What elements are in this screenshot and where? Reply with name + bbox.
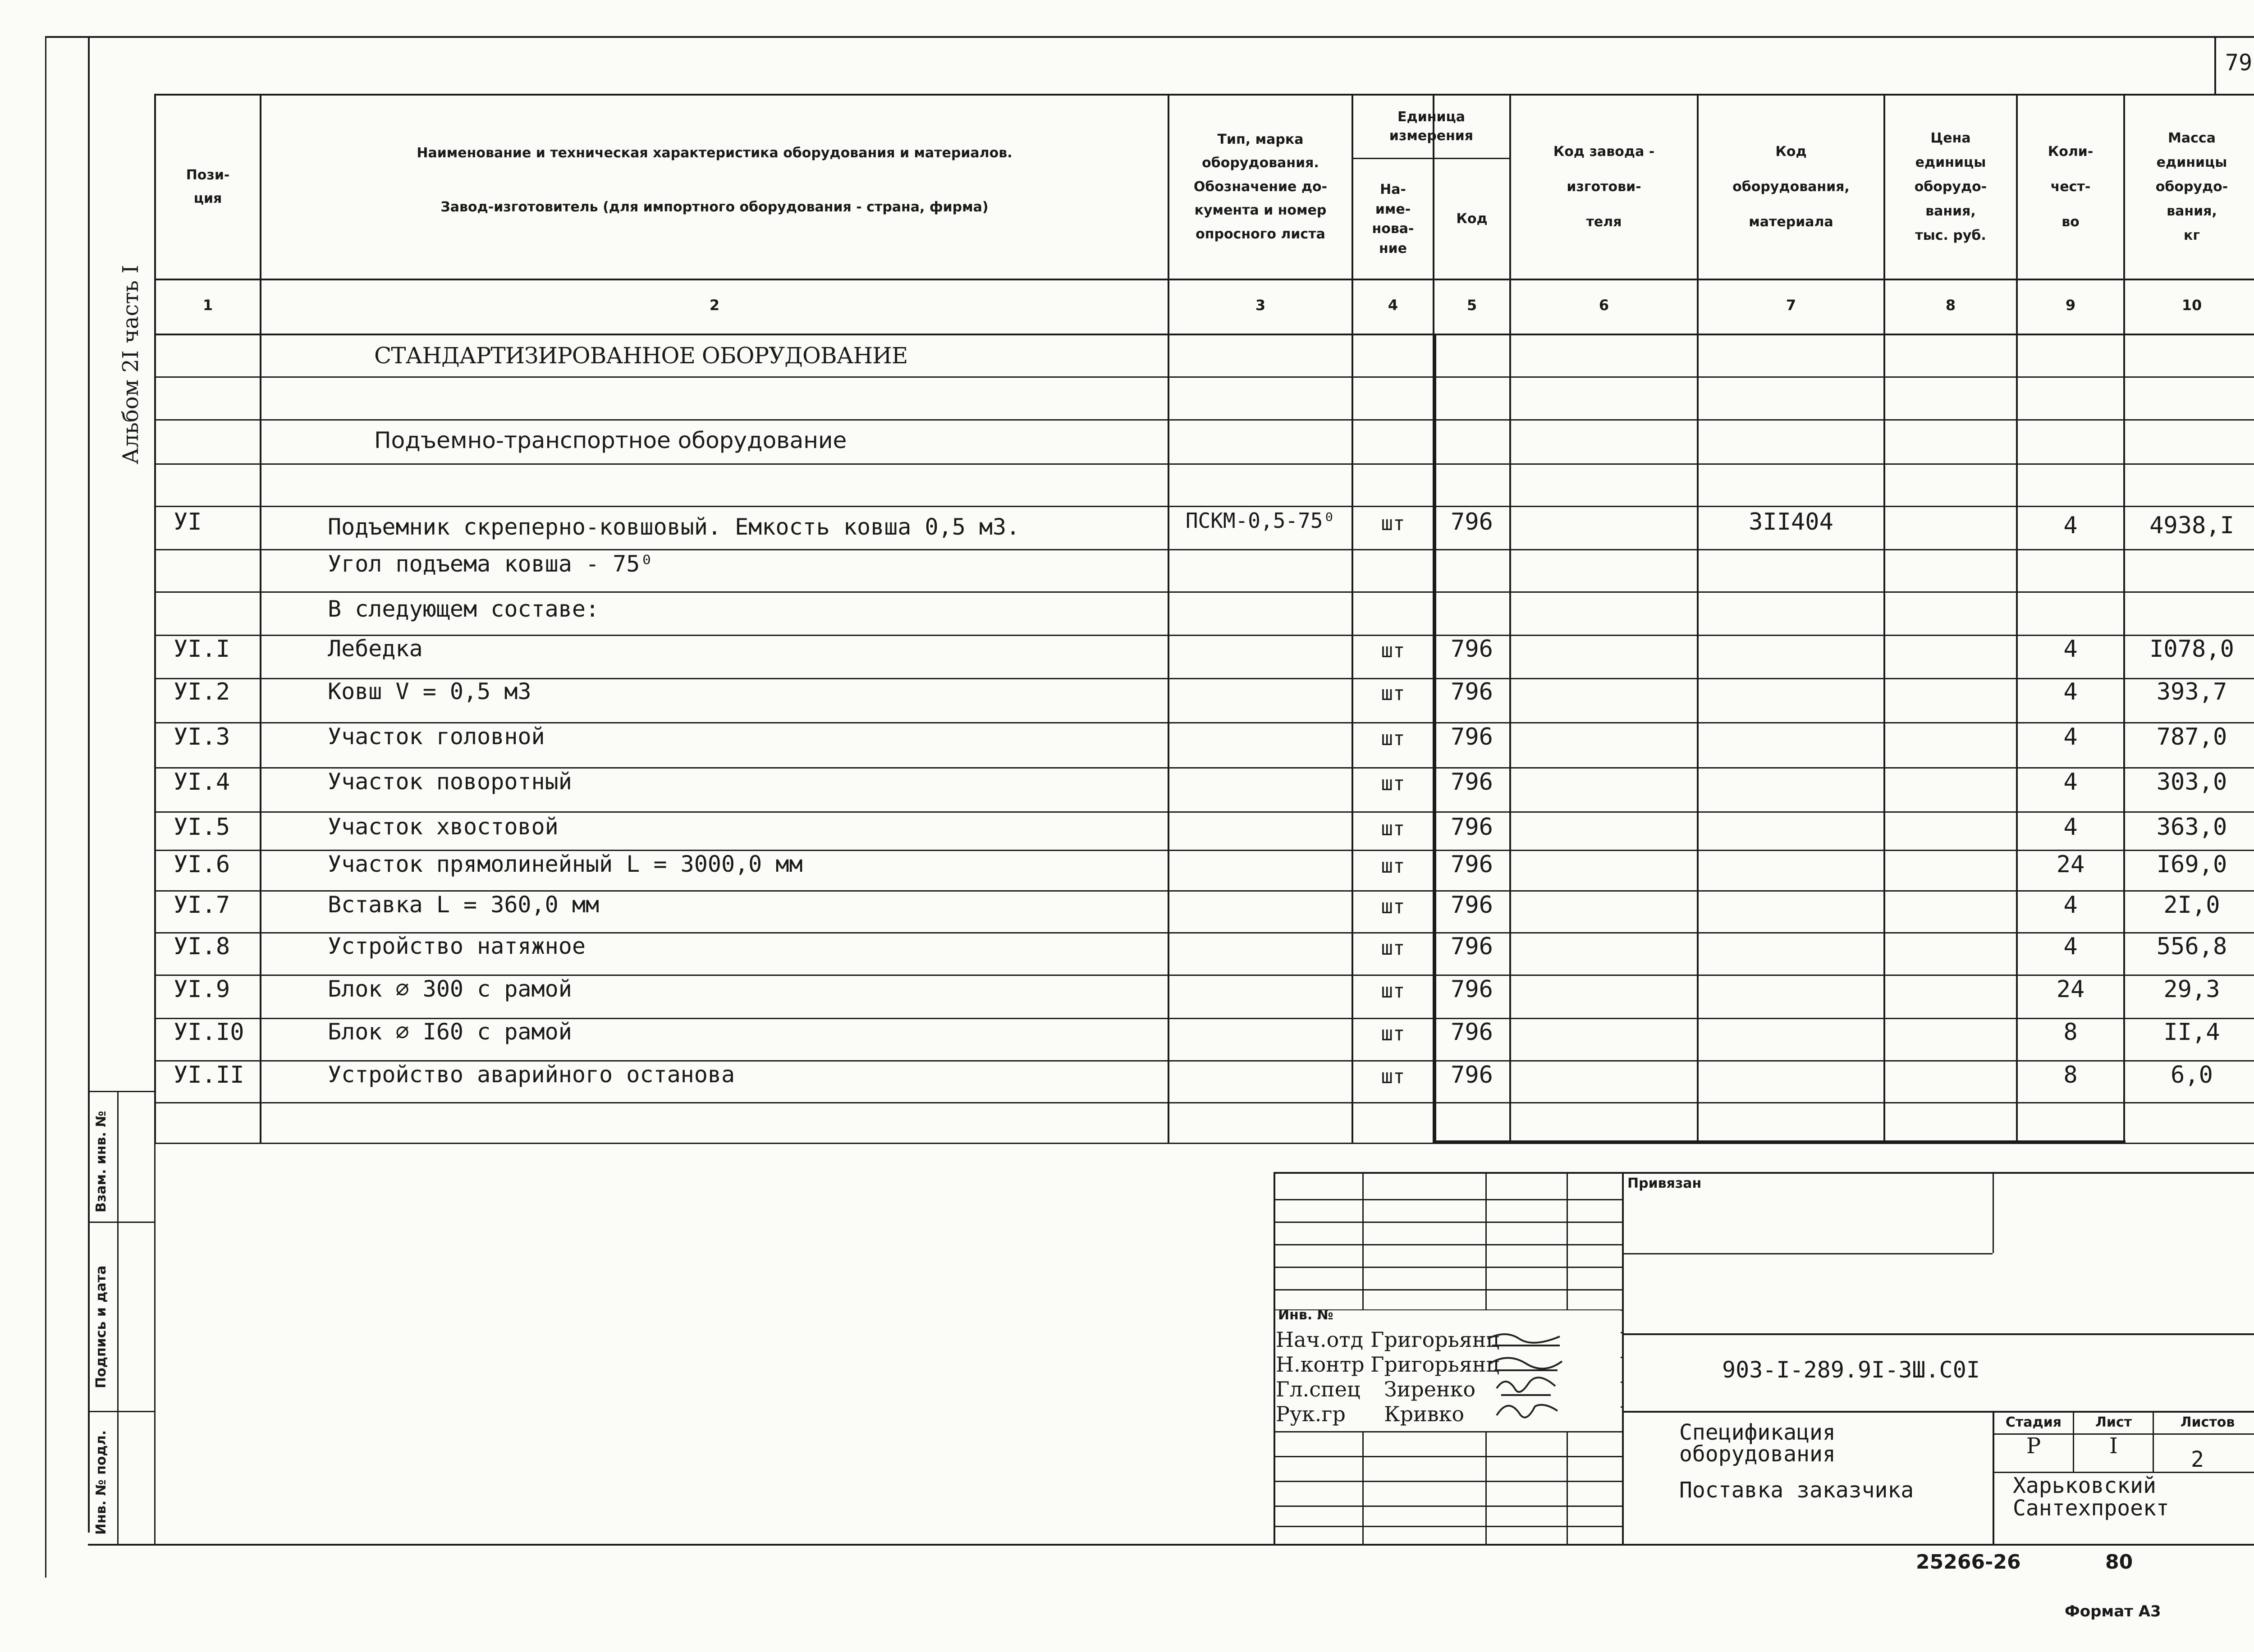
tb-org-1: Харьковский bbox=[2013, 1473, 2156, 1498]
row-code: 796 bbox=[1451, 678, 1493, 705]
header-quantity: Коли- чест- во bbox=[2048, 144, 2094, 230]
tb-role-1: Нач.отд bbox=[1276, 1327, 1364, 1352]
tb-stage-left-line bbox=[1993, 1411, 1994, 1544]
header-unit-name: На- име- нова- ние bbox=[1372, 182, 1414, 256]
header-name-line1: Наименование и техническая характеристика оборудования и материалов. bbox=[417, 145, 1012, 161]
tb-stage-label: Стадия bbox=[2005, 1414, 2062, 1430]
colnum-8: 8 bbox=[1945, 297, 1956, 314]
tb-role-3: Гл.спец bbox=[1276, 1377, 1361, 1401]
side-stamp-right-line bbox=[154, 1091, 156, 1544]
tb-stage-col-1 bbox=[2073, 1411, 2074, 1472]
tb-grid-row-1 bbox=[1274, 1199, 1623, 1200]
row-position: УI.I bbox=[174, 636, 230, 663]
row-unit: шт bbox=[1381, 817, 1405, 840]
row-mass: 29,3 bbox=[2163, 976, 2220, 1003]
row-line-2 bbox=[154, 419, 2254, 421]
tb-stage-value: Р bbox=[2026, 1433, 2041, 1459]
tb-doc-title-3: Поставка заказчика bbox=[1679, 1478, 1914, 1503]
header-unit-group: Единица измерения bbox=[1389, 109, 1474, 144]
header-equipment-code: Код оборудования, материала bbox=[1732, 144, 1850, 230]
row-quantity: 8 bbox=[2063, 1019, 2078, 1046]
tb-name-3: Зиренко bbox=[1384, 1377, 1476, 1401]
row-line-19 bbox=[154, 1143, 2254, 1144]
tb-role-4: Рук.гр bbox=[1276, 1402, 1346, 1426]
frame-top-line bbox=[45, 36, 2254, 38]
row-name: Блок ∅ 300 с рамой bbox=[328, 976, 572, 1002]
row-quantity: 4 bbox=[2063, 678, 2078, 705]
row-unit: шт bbox=[1381, 727, 1405, 750]
row-unit: шт bbox=[1381, 1022, 1405, 1045]
tb-role-2: Н.контр bbox=[1276, 1352, 1365, 1377]
row-code: 796 bbox=[1451, 1019, 1493, 1046]
row-code: 796 bbox=[1451, 636, 1493, 663]
row-unit: шт bbox=[1381, 682, 1405, 705]
tb-doc-title-1: Спецификация bbox=[1679, 1420, 1836, 1445]
side-stamp-top-line bbox=[88, 1091, 156, 1092]
footer-code: 25266-26 bbox=[1916, 1551, 2021, 1574]
row-line-6 bbox=[154, 591, 2254, 593]
header-type: Тип, марка оборудования. Обозначение до- кумента и номер опросного листа bbox=[1193, 131, 1328, 242]
row-unit: шт bbox=[1381, 1065, 1405, 1088]
row-position: УI.8 bbox=[174, 933, 230, 960]
tb-sheets-value: 2 bbox=[2191, 1447, 2204, 1472]
row-mass: II,4 bbox=[2163, 1019, 2220, 1046]
row-mass: 393,7 bbox=[2156, 678, 2227, 705]
format-label: Формат А3 bbox=[2065, 1602, 2161, 1620]
main-item-angle: Угол подъема ковша - 75⁰ bbox=[328, 551, 654, 577]
row-unit: шт bbox=[1381, 937, 1405, 960]
row-name: Ковш V = 0,5 м3 bbox=[328, 678, 531, 705]
tb-grid-row-11 bbox=[1274, 1431, 1623, 1432]
row-unit: шт bbox=[1381, 979, 1405, 1002]
row-position: УI.3 bbox=[174, 723, 230, 750]
colnum-9: 9 bbox=[2065, 297, 2076, 314]
frame-left-line bbox=[88, 36, 90, 1533]
row-quantity: 4 bbox=[2063, 636, 2078, 663]
row-code: 796 bbox=[1451, 769, 1493, 796]
row-name: Устройство аварийного останова bbox=[328, 1062, 735, 1088]
row-name: Участок головной bbox=[328, 723, 545, 750]
row-code: 796 bbox=[1451, 851, 1493, 878]
main-item-type: ПСКМ-0,5-75⁰ bbox=[1185, 508, 1336, 533]
tb-code-top-line bbox=[1622, 1333, 2254, 1335]
row-position: УI.4 bbox=[174, 769, 230, 796]
row-line-7 bbox=[154, 635, 2254, 636]
side-stamp-inventory: Инв. № подл. bbox=[93, 1430, 109, 1535]
tb-document-code: 903-I-289.9I-3Ш.С0I bbox=[1722, 1357, 1980, 1383]
row-quantity: 8 bbox=[2063, 1062, 2078, 1089]
tb-privyazan-label: Привязан bbox=[1627, 1176, 1702, 1191]
row-code: 796 bbox=[1451, 892, 1493, 919]
row-mass: 363,0 bbox=[2156, 814, 2227, 841]
row-position: УI.II bbox=[174, 1062, 244, 1089]
row-unit: шт bbox=[1381, 639, 1405, 662]
row-quantity: 4 bbox=[2063, 769, 2078, 796]
row-name: Вставка L = 360,0 мм bbox=[328, 892, 600, 918]
row-position: УI.9 bbox=[174, 976, 230, 1003]
colnum-7: 7 bbox=[1786, 297, 1796, 314]
row-line-3 bbox=[154, 463, 2254, 465]
colnum-10: 10 bbox=[2181, 297, 2202, 314]
side-stamp-line-2 bbox=[88, 1411, 156, 1412]
row-mass: 2I,0 bbox=[2163, 892, 2220, 919]
row-name: Лебедка bbox=[328, 636, 423, 662]
row-position: УI.I0 bbox=[174, 1019, 244, 1046]
tb-grid-row-15 bbox=[1274, 1526, 1623, 1527]
main-item-code: 796 bbox=[1451, 508, 1493, 535]
tb-sheets-label: Листов bbox=[2180, 1414, 2235, 1430]
footer-number: 80 bbox=[2105, 1551, 2133, 1574]
header-name-line2: Завод-изготовитель (для импортного оборудования - страна, фирма) bbox=[440, 199, 989, 215]
signature-marks bbox=[1483, 1321, 1600, 1429]
row-position: УI.7 bbox=[174, 892, 230, 919]
row-name: Участок прямолинейный L = 3000,0 мм bbox=[328, 851, 803, 877]
album-label: Альбом 2I часть I bbox=[118, 265, 143, 464]
row-code: 796 bbox=[1451, 723, 1493, 750]
row-line-5 bbox=[154, 549, 2254, 550]
header-unit-code: Код bbox=[1456, 211, 1488, 227]
row-unit: шт bbox=[1381, 855, 1405, 878]
tb-grid-row-3 bbox=[1274, 1244, 1623, 1245]
tb-grid-row-5 bbox=[1274, 1289, 1623, 1290]
colnum-2: 2 bbox=[709, 297, 720, 314]
frame-outer-left-line bbox=[45, 36, 46, 1578]
tb-privyazan-divider bbox=[1993, 1172, 1994, 1253]
row-line-18 bbox=[154, 1102, 2254, 1103]
row-code: 796 bbox=[1451, 976, 1493, 1003]
tb-org-2: Сантехпроект bbox=[2013, 1496, 2169, 1521]
row-code: 796 bbox=[1451, 1062, 1493, 1089]
row-position: УI.6 bbox=[174, 851, 230, 878]
main-item-quantity: 4 bbox=[2063, 512, 2078, 539]
tb-grid-row-13 bbox=[1274, 1481, 1623, 1482]
main-item-composition: В следующем составе: bbox=[328, 596, 600, 622]
main-item-equipment-code: 3II404 bbox=[1749, 508, 1833, 535]
tb-grid-row-12 bbox=[1274, 1456, 1623, 1457]
main-item-name: Подъемник скреперно-ковшовый. Емкость ковша 0,5 м3. bbox=[328, 514, 1020, 540]
tb-name-2: Григорьянц bbox=[1370, 1352, 1500, 1377]
row-mass: I69,0 bbox=[2156, 851, 2227, 878]
section-title-standard: СТАНДАРТИЗИРОВАННОЕ ОБОРУДОВАНИЕ bbox=[374, 343, 908, 369]
row-quantity: 4 bbox=[2063, 723, 2078, 750]
side-stamp-signature-date: Подпись и дата bbox=[93, 1265, 109, 1388]
tb-grid-row-4 bbox=[1274, 1267, 1623, 1268]
row-line-1 bbox=[154, 376, 2254, 378]
tb-sheet-label: Лист bbox=[2095, 1414, 2132, 1430]
colnum-5: 5 bbox=[1466, 297, 1477, 314]
main-item-unit: шт bbox=[1381, 512, 1405, 535]
row-mass: 787,0 bbox=[2156, 723, 2227, 750]
tb-stage-col-2 bbox=[2153, 1411, 2154, 1472]
main-item-mass: 4938,I bbox=[2149, 512, 2234, 539]
row-name: Участок поворотный bbox=[328, 769, 572, 795]
row-mass: I078,0 bbox=[2149, 636, 2234, 663]
row-quantity: 4 bbox=[2063, 933, 2078, 960]
header-bottom-line bbox=[154, 279, 2254, 280]
colnum-6: 6 bbox=[1599, 297, 1609, 314]
section-title-transport: Подъемно-транспортное оборудование bbox=[374, 427, 847, 453]
row-quantity: 24 bbox=[2056, 851, 2085, 878]
tb-grid-row-2 bbox=[1274, 1222, 1623, 1223]
header-price: Цена единицы оборудо- вания, тыс. руб. bbox=[1914, 130, 1987, 243]
row-unit: шт bbox=[1381, 895, 1405, 918]
tb-name-1: Григорьянц bbox=[1370, 1327, 1500, 1352]
row-mass: 303,0 bbox=[2156, 769, 2227, 796]
title-block-top-line bbox=[1274, 1172, 2254, 1174]
tb-privyazan-bottom bbox=[1622, 1253, 1993, 1254]
main-item-position: УI bbox=[174, 508, 202, 535]
tb-sheet-value: I bbox=[2109, 1433, 2118, 1459]
header-mass: Масса единицы оборудо- вания, кг bbox=[2155, 130, 2228, 243]
row-code: 796 bbox=[1451, 933, 1493, 960]
row-quantity: 4 bbox=[2063, 892, 2078, 919]
tb-name-4: Кривко bbox=[1384, 1402, 1465, 1426]
tb-grid-row-14 bbox=[1274, 1506, 1623, 1507]
col-line-1 bbox=[260, 94, 261, 1144]
row-code: 796 bbox=[1451, 814, 1493, 841]
row-name: Блок ∅ I60 с рамой bbox=[328, 1019, 572, 1045]
unit-group-divider bbox=[1351, 158, 1509, 159]
row-position: УI.2 bbox=[174, 678, 230, 705]
row-name: Участок хвостовой bbox=[328, 814, 559, 840]
row-position: УI.5 bbox=[174, 814, 230, 841]
tb-inv-label: Инв. № bbox=[1278, 1307, 1333, 1323]
numbers-bottom-line bbox=[154, 334, 2254, 335]
colnum-3: 3 bbox=[1255, 297, 1266, 314]
tb-doc-title-2: оборудования bbox=[1679, 1441, 1836, 1467]
header-plant-code: Код завода - изготови- теля bbox=[1553, 144, 1655, 230]
colnum-1: 1 bbox=[202, 297, 213, 314]
side-stamp-line-1 bbox=[88, 1222, 156, 1223]
row-quantity: 4 bbox=[2063, 814, 2078, 841]
side-stamp-mid-line bbox=[117, 1091, 119, 1544]
colnum-4: 4 bbox=[1388, 297, 1398, 314]
row-line-11 bbox=[154, 811, 2254, 813]
row-mass: 556,8 bbox=[2156, 933, 2227, 960]
row-mass: 6,0 bbox=[2171, 1062, 2213, 1089]
row-unit: шт bbox=[1381, 772, 1405, 795]
header-position: Пози- ция bbox=[186, 167, 230, 206]
row-quantity: 24 bbox=[2056, 976, 2085, 1003]
tb-code-bottom-line bbox=[1622, 1411, 2254, 1413]
frame-bottom-line bbox=[88, 1544, 2254, 1546]
row-name: Устройство натяжное bbox=[328, 933, 586, 959]
row-line-4 bbox=[154, 506, 2254, 507]
page-number: 79 bbox=[2225, 50, 2253, 76]
side-stamp-replacement: Взам. инв. № bbox=[93, 1111, 109, 1213]
